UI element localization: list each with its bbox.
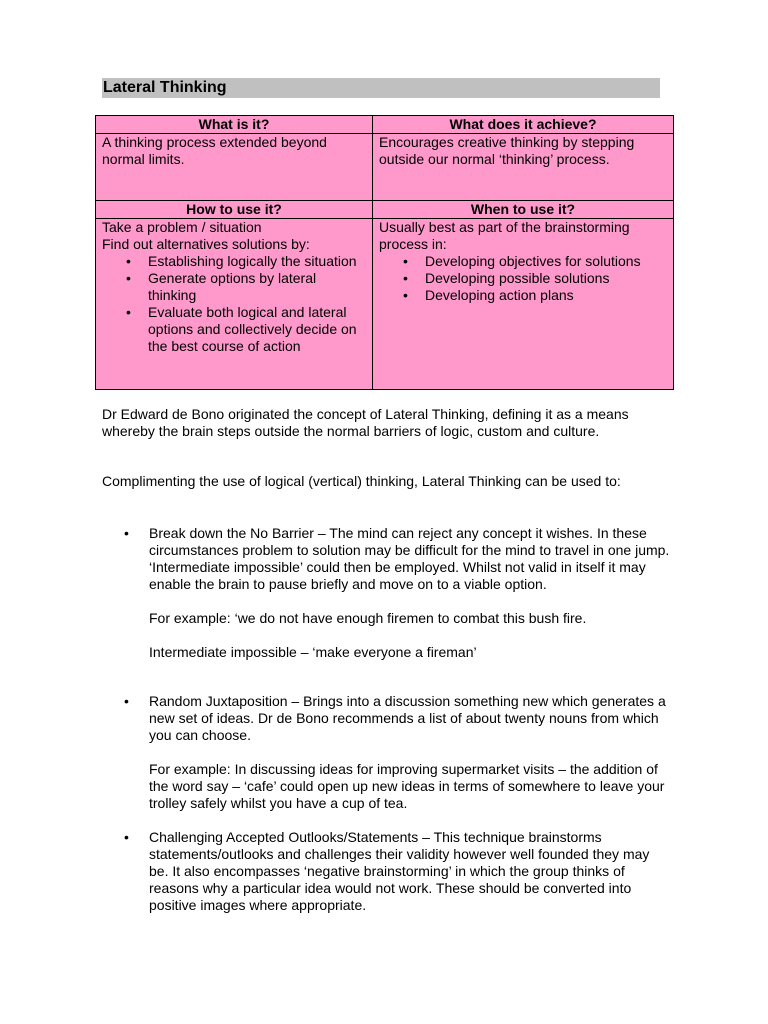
bullet-dot-icon: • [124,829,129,845]
list-item: • Developing objectives for solutions [379,253,667,270]
when-to-use-cell [373,219,674,390]
when-to-use-list [379,253,667,304]
what-is-it-cell: A thinking process extended beyond normal limits. [96,134,373,201]
title-bar [102,78,660,98]
bullet-no-barrier [102,525,672,661]
challenging-text: Challenging Accepted Outlooks/Statements – This technique brainstorms statements/outlooks and challenges their validity however well founded they may be. It also encompasses ‘negative brainstorming’ in which the group thinks of reasons why a particular idea would not work. These should be converted into positive images where appropriate. [149,829,650,913]
list-item: • Evaluate both logical and lateral options and collectively decide on the best course of action [102,304,366,355]
summary-table [95,115,674,390]
table-row [96,219,674,390]
bullet-challenging [102,829,672,914]
how-to-use-cell [96,219,373,390]
when-to-use-header: When to use it? [373,201,674,219]
list-item: • Developing possible solutions [379,270,667,287]
list-item: • Establishing logically the situation [102,253,366,270]
when-line-1: Usually best as part of the brainstorming process in: [379,219,630,252]
what-achieve-header: What does it achieve? [373,116,674,134]
bullet-dot-icon: • [124,525,129,541]
intro-paragraph: Dr Edward de Bono originated the concept of Lateral Thinking, defining it as a means whereby the brain steps outside the normal barriers of logic, custom and culture. [102,406,629,439]
how-line-1: Take a problem / situation [102,219,262,235]
random-example: For example: In discussing ideas for improving supermarket visits – the addition of the word say – ‘cafe’ could open up new ideas in terms of somewhere to leave your trolley safely whilst you have a cup of tea. [149,761,665,811]
list-item: • Developing action plans [379,287,667,304]
bullet-random-juxtaposition [102,693,672,812]
bullet-dot-icon: • [124,693,129,709]
what-is-it-header: What is it? [96,116,373,134]
no-barrier-text: Break down the No Barrier – The mind can reject any concept it wishes. In these circumstances problem to solution may be difficult for the mind to travel in one jump. ‘Intermediate impossible’ could then be employed. Whilst not valid in itself it may enable the brain to pause briefly and move on to a viable option. [149,525,670,592]
how-line-2: Find out alternatives solutions by: [102,236,310,252]
no-barrier-example: For example: ‘we do not have enough firemen to combat this bush fire. [149,610,587,626]
how-to-use-list [102,253,366,355]
what-achieve-cell: Encourages creative thinking by stepping outside our normal ‘thinking’ process. [373,134,674,201]
lead-paragraph: Complimenting the use of logical (vertical) thinking, Lateral Thinking can be used to: [102,473,621,489]
table-row [96,134,674,201]
list-item: • Generate options by lateral thinking [102,270,366,304]
table-header-row [96,201,674,219]
table-header-row [96,116,674,134]
random-text: Random Juxtaposition – Brings into a discussion something new which generates a new set of ideas. Dr de Bono recommends a list of about twenty nouns from which you can choose. [149,693,666,743]
how-to-use-header: How to use it? [96,201,373,219]
no-barrier-example-2: Intermediate impossible – ‘make everyone a fireman’ [149,644,477,660]
page-title: Lateral Thinking [103,79,227,96]
